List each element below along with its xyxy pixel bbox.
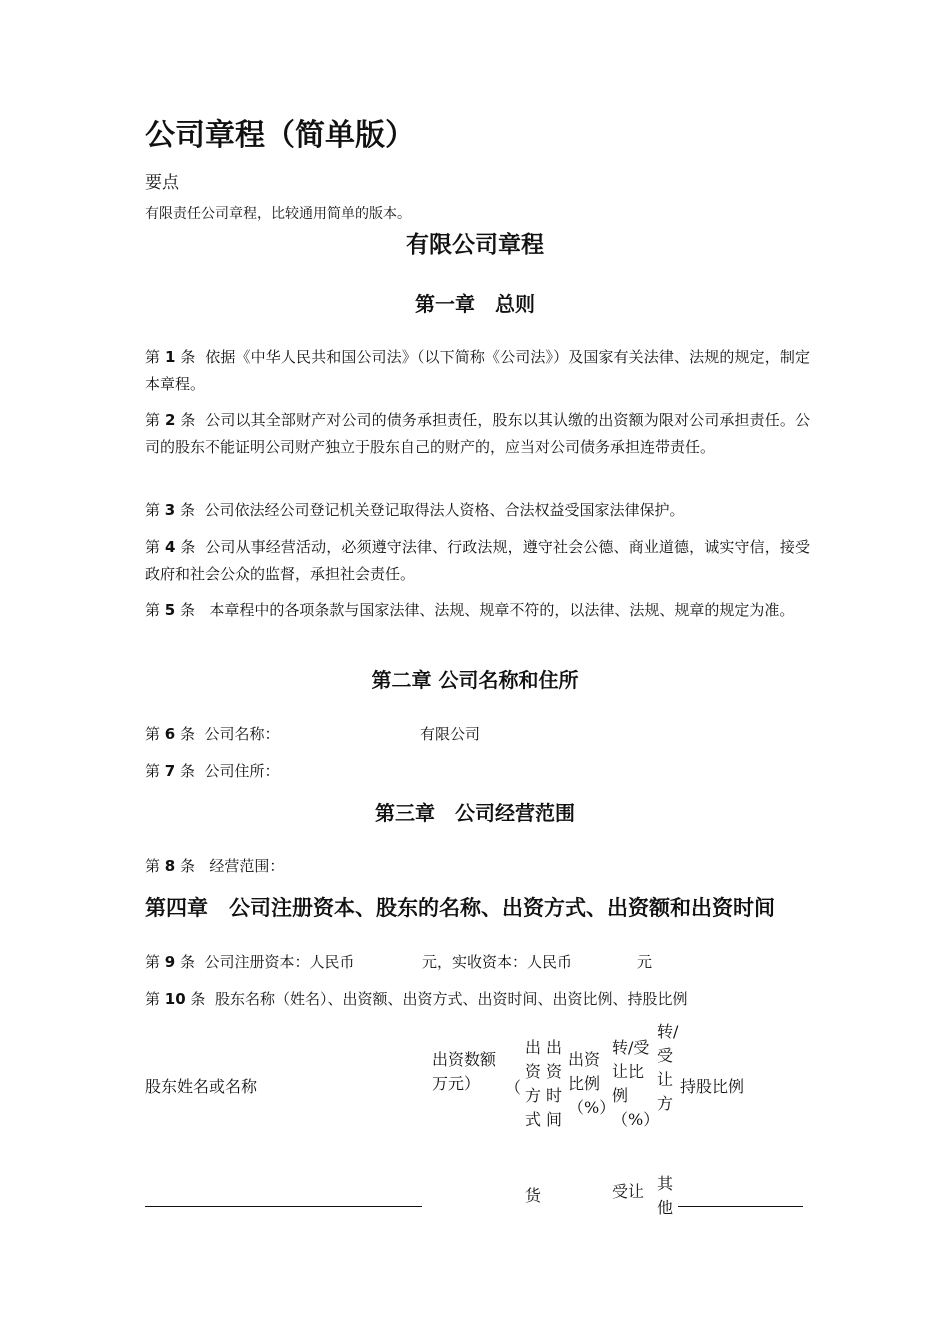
article-1 [145, 344, 810, 398]
article-prefix: 第 [145, 857, 165, 875]
article-number: 10 [164, 990, 186, 1008]
row-currency: 货 [525, 1186, 542, 1205]
chapter-3-heading: 第三章 公司经营范围 [375, 801, 575, 825]
paid-in-capital-label: 元，实收资本：人民币 [422, 953, 573, 971]
article-4 [145, 534, 810, 588]
article-suffix: 条 [175, 501, 195, 519]
article-number: 9 [164, 953, 176, 971]
registered-capital-label: 公司注册资本：人民币 [204, 953, 355, 971]
article-prefix: 第 [145, 538, 166, 556]
col-capital-amount: 出资数额万元） [432, 1050, 497, 1093]
article-prefix: 第 [145, 953, 165, 971]
article-suffix: 条 [175, 411, 196, 429]
article-text: 公司以其全部财产对公司的债务承担责任，股东以其认缴的出资额为限对公司承担责任。公司的股东不能证明公司财产独立于股东自己的财产的，应当对公司债务承担连带责任。 [145, 411, 810, 456]
row-transferee: 受让 [612, 1182, 645, 1201]
row-other: 其他 [657, 1174, 674, 1217]
article-text: 公司从事经营活动，必须遵守法律、行政法规，遵守社会公德、商业道德，诚实守信，接受政府和社会公众的监督，承担社会责任。 [145, 538, 810, 583]
article-prefix: 第 [145, 725, 165, 743]
article-suffix: 条 [185, 990, 206, 1008]
table-rule-right [678, 1206, 803, 1207]
article-prefix: 第 [145, 601, 165, 619]
article-number: 3 [164, 501, 176, 519]
key-points-label: 要点 [145, 173, 179, 193]
article-prefix: 第 [145, 762, 165, 780]
article-number: 7 [164, 762, 176, 780]
article-suffix: 条 [175, 857, 195, 875]
article-text: 本章程中的各项条款与国家法律、法规、规章不符的，以法律、法规、规章的规定为准。 [209, 601, 795, 619]
table-rule-left [145, 1206, 422, 1207]
col-shareholder-name: 股东姓名或名称 [145, 1077, 258, 1096]
paid-in-capital-unit: 元 [637, 953, 653, 971]
company-address-label: 公司住所： [204, 762, 280, 780]
article-suffix: 条 [175, 725, 195, 743]
col-transfer-ratio: 转/受让比例（%） [612, 1038, 660, 1129]
article-prefix: 第 [145, 990, 165, 1008]
article-8 [145, 855, 284, 876]
article-text: 公司依法经公司登记机关登记取得法人资格、合法权益受国家法律保护。 [204, 501, 685, 519]
article-number: 4 [165, 538, 176, 556]
article-2 [145, 407, 810, 461]
article-7 [145, 760, 280, 781]
article-suffix: 条 [175, 762, 195, 780]
article-suffix: 条 [175, 348, 196, 366]
article-number: 8 [164, 857, 176, 875]
article-number: 2 [165, 411, 176, 429]
article-number: 5 [164, 601, 176, 619]
article-suffix: 条 [175, 601, 195, 619]
col-capital-method: 出资方式 [525, 1038, 542, 1129]
article-prefix: 第 [145, 501, 165, 519]
article-text: 股东名称（姓名）、出资额、出资方式、出资时间、出资比例、持股比例 [214, 990, 688, 1008]
article-10 [145, 988, 688, 1009]
col-capital-time: 出资时间 [546, 1038, 563, 1129]
company-name-value: 有限公司 [420, 725, 481, 743]
article-suffix: 条 [175, 953, 195, 971]
col-capital-ratio: 出资比例（%） [568, 1050, 616, 1117]
col-transfer-party: 转/受让方 [657, 1022, 679, 1113]
document-title: 公司章程（简单版） [145, 118, 415, 153]
article-text: 依据《中华人民共和国公司法》（以下简称《公司法》）及国家有关法律、法规的规定，制定本章程。 [145, 348, 810, 393]
article-number: 6 [164, 725, 176, 743]
document-summary: 有限责任公司章程，比较通用简单的版本。 [145, 206, 411, 222]
company-name-label: 公司名称： [204, 725, 280, 743]
chapter-1-heading: 第一章 总则 [415, 292, 535, 316]
article-number: 1 [165, 348, 176, 366]
article-suffix: 条 [175, 538, 196, 556]
chapter-4-heading: 第四章 公司注册资本、股东的名称、出资方式、出资额和出资时间 [145, 895, 775, 920]
main-title: 有限公司章程 [406, 231, 544, 258]
article-3 [145, 497, 810, 524]
chapter-2-heading: 第二章 公司名称和住所 [371, 668, 579, 692]
article-prefix: 第 [145, 348, 166, 366]
col-paren: （ [505, 1078, 522, 1097]
article-5 [145, 597, 810, 624]
business-scope-label: 经营范围： [209, 857, 285, 875]
article-9 [145, 951, 355, 972]
article-prefix: 第 [145, 411, 166, 429]
col-shareholding-ratio: 持股比例 [680, 1077, 745, 1096]
article-6 [145, 723, 280, 744]
